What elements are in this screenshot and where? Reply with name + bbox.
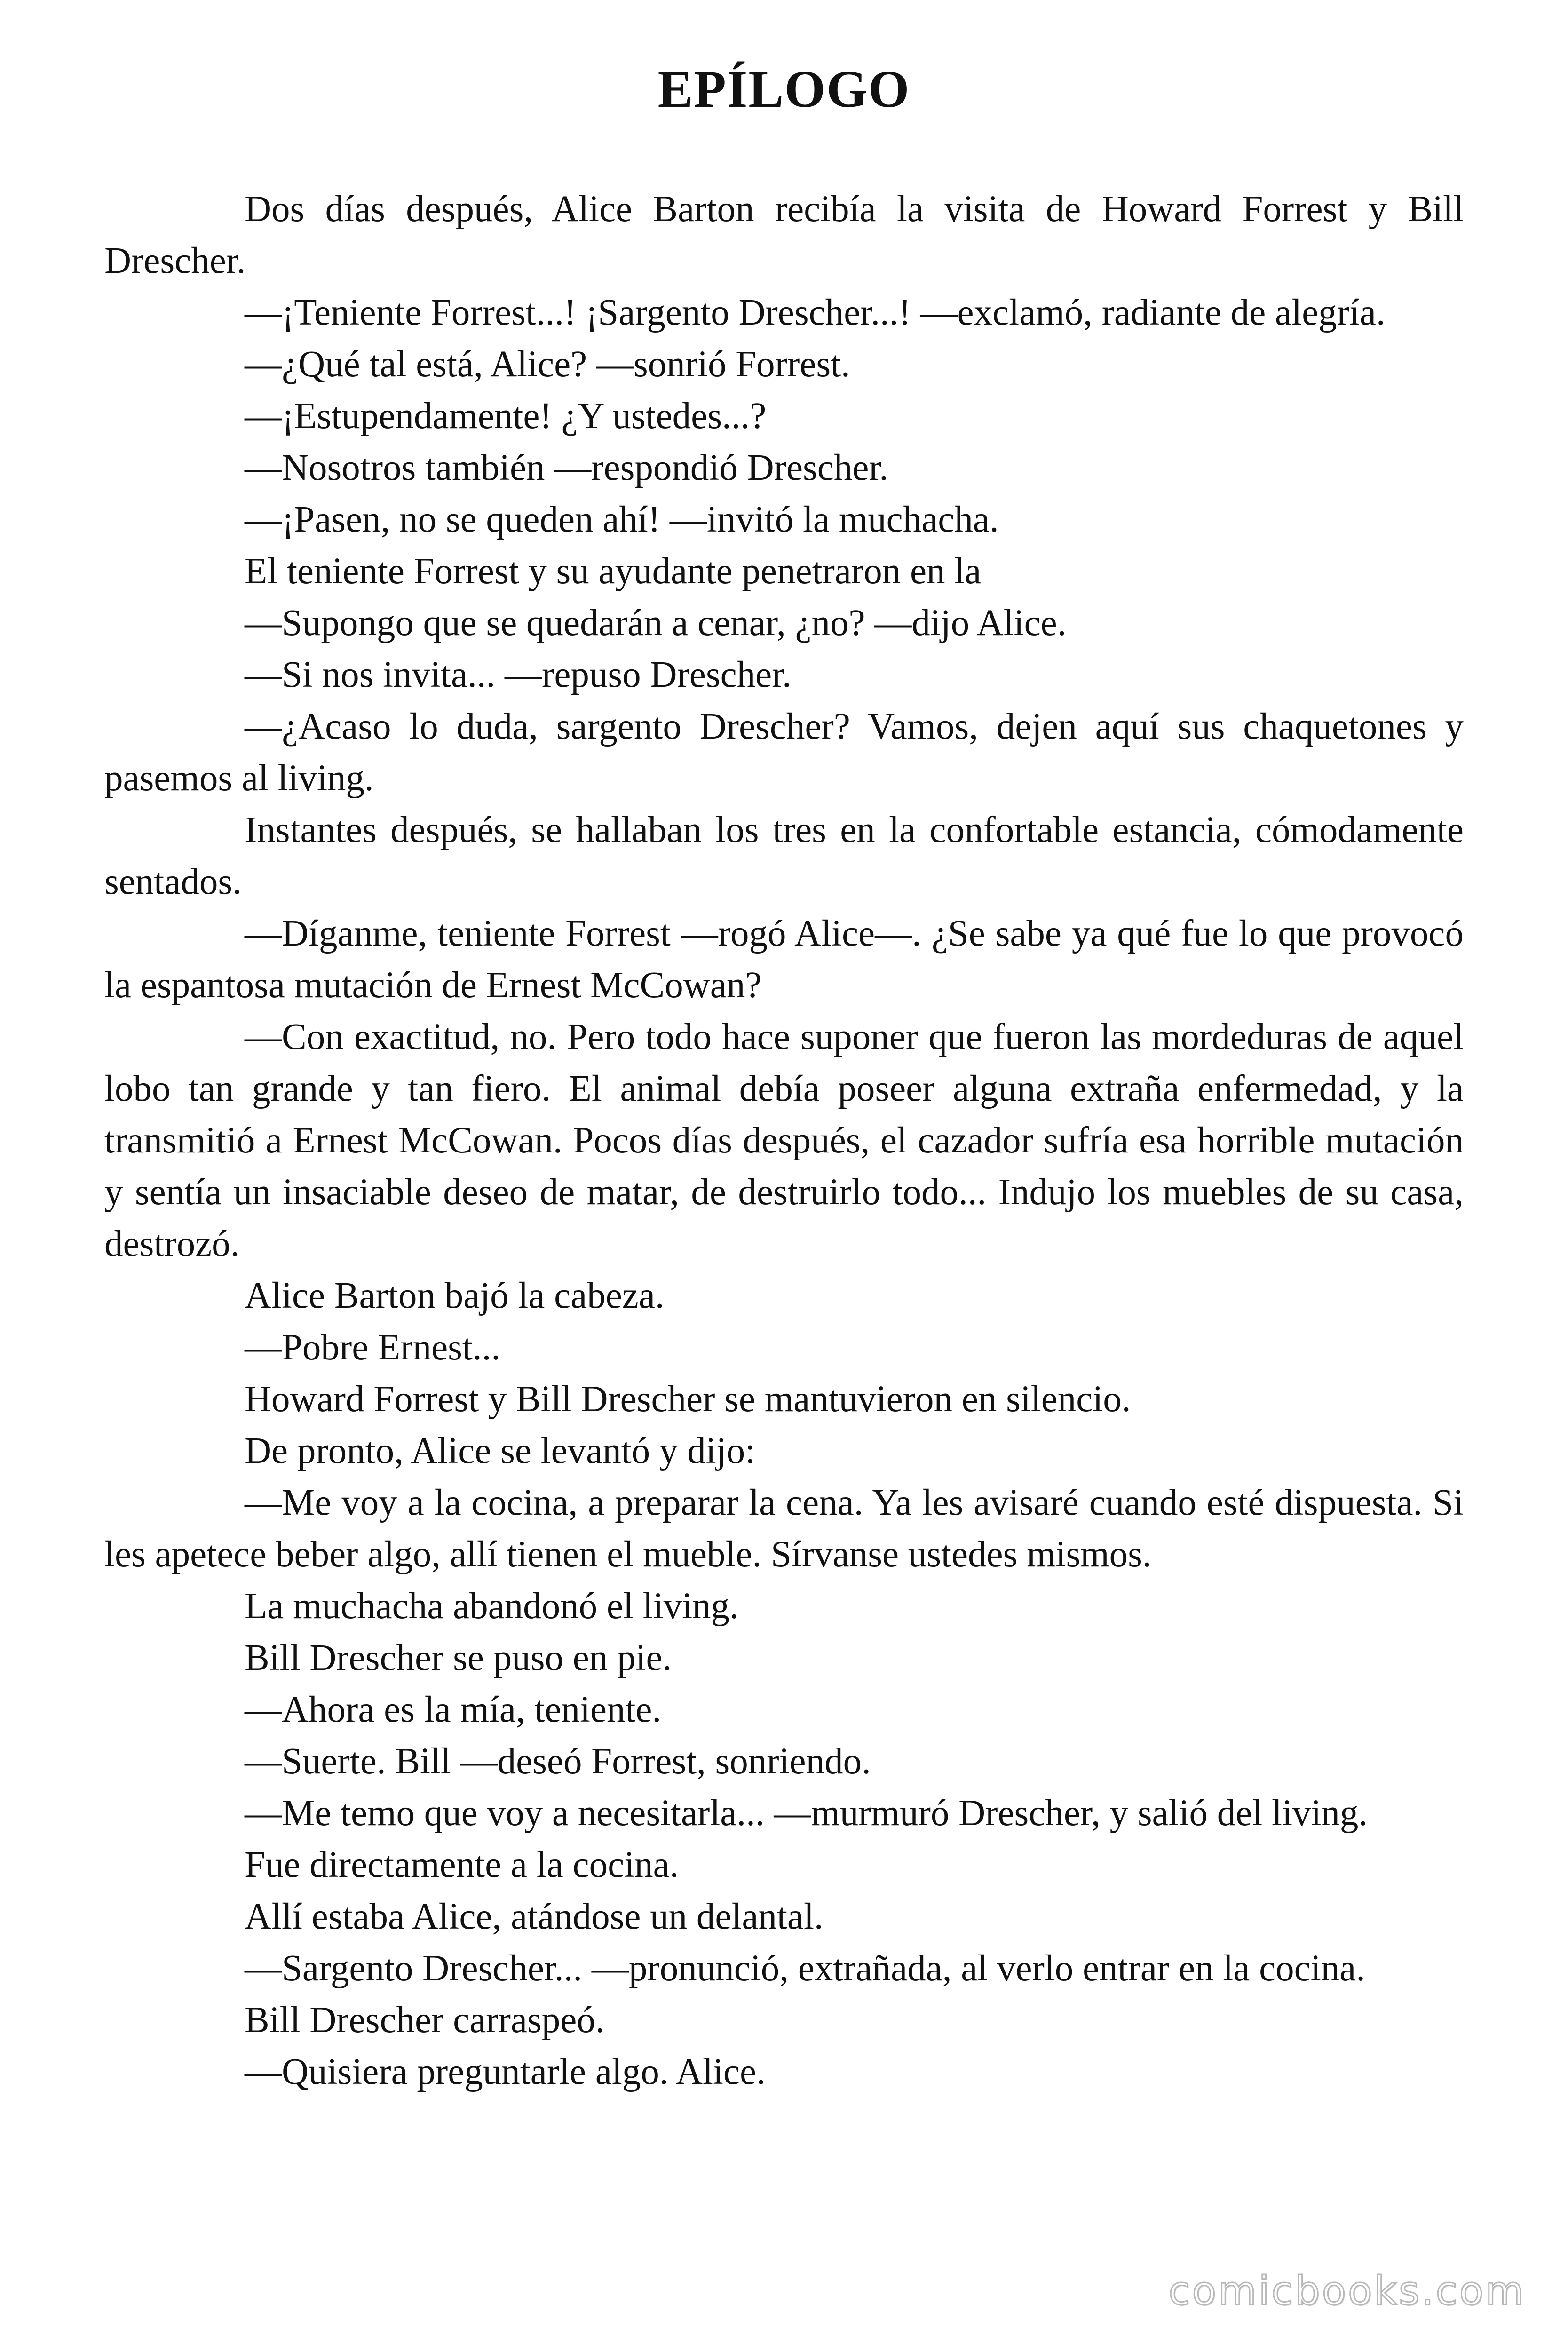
paragraph: Instantes después, se hallaban los tres en la confortable estancia, cómodamente sentados. [104,810,1464,902]
chapter-title: EPÍLOGO [657,60,911,119]
paragraph: —Díganme, teniente Forrest —rogó Alice—. ¿Se sabe ya qué fue lo que provocó la espantosa mutación de Ernest McCowan? [104,913,1464,1006]
paragraph: —Quisiera preguntarle algo. Alice. [245,2051,766,2092]
paragraph: Allí estaba Alice, atándose un delantal. [245,1896,824,1937]
paragraph: —¡Estupendamente! ¿Y ustedes...? [245,396,767,437]
paragraph: Bill Drescher se puso en pie. [245,1637,672,1678]
paragraph: Alice Barton bajó la cabeza. [245,1275,665,1316]
paragraph: —Nosotros también —respondió Drescher. [245,447,889,488]
chapter-body [104,183,1464,2098]
paragraph: —Con exactitud, no. Pero todo hace suponer que fueron las mordeduras de aquel lobo tan grande y tan fiero. El animal debía poseer alguna extraña enfermedad, y la transmitió a Ernest McCowan. Pocos días después, el cazador sufría esa horrible mutación y sentía un insaciable deseo de matar, de destruirlo todo... Indujo los muebles de su casa, destrozó. [104,1017,1464,1264]
paragraph: —Supongo que se quedarán a cenar, ¿no? —dijo Alice. [245,603,1067,644]
paragraph: —¿Qué tal está, Alice? —sonrió Forrest. [245,344,850,385]
paragraph: Fue directamente a la cocina. [245,1844,679,1885]
paragraph: —Me voy a la cocina, a preparar la cena. Ya les avisaré cuando esté dispuesta. Si les apetece beber algo, allí tienen el mueble. Sírvanse ustedes mismos. [104,1482,1464,1575]
paragraph: —Pobre Ernest... [245,1327,501,1368]
watermark: comicbooks.com [1168,2268,1526,2314]
paragraph: —¡Teniente Forrest...! ¡Sargento Drescher...! —exclamó, radiante de alegría. [245,292,1386,333]
paragraph: —Si nos invita... —repuso Drescher. [245,654,792,695]
paragraph: —Me temo que voy a necesitarla... —murmuró Drescher, y salió del living. [245,1793,1368,1834]
paragraph: El teniente Forrest y su ayudante penetraron en la [245,551,982,592]
paragraph: Howard Forrest y Bill Drescher se mantuvieron en silencio. [245,1379,1131,1420]
paragraph: Dos días después, Alice Barton recibía la visita de Howard Forrest y Bill Drescher. [104,189,1464,281]
paragraph: Bill Drescher carraspeó. [245,2000,605,2041]
paragraph: —¿Acaso lo duda, sargento Drescher? Vamos, dejen aquí sus chaquetones y pasemos al living. [104,706,1464,799]
paragraph: De pronto, Alice se levantó y dijo: [245,1430,756,1471]
paragraph: —Sargento Drescher... —pronunció, extrañada, al verlo entrar en la cocina. [245,1948,1365,1989]
paragraph: —Ahora es la mía, teniente. [245,1689,662,1730]
paragraph: —¡Pasen, no se queden ahí! —invitó la muchacha. [245,499,999,540]
paragraph: —Suerte. Bill —deseó Forrest, sonriendo. [245,1741,871,1782]
paragraph: La muchacha abandonó el living. [245,1586,739,1627]
